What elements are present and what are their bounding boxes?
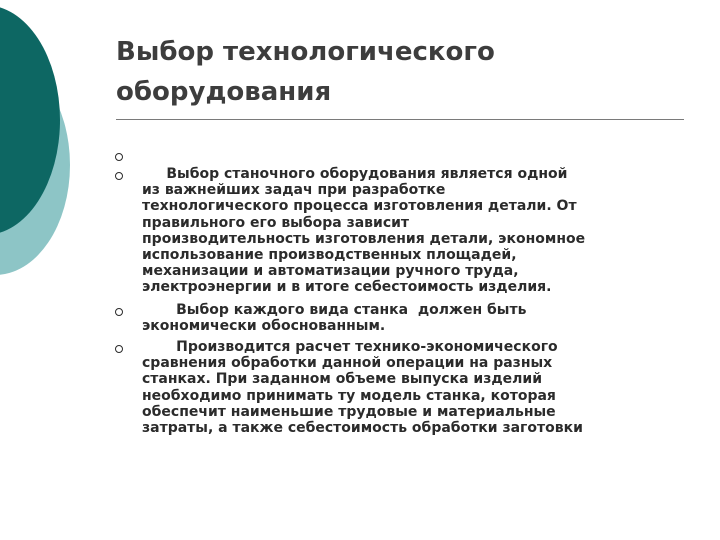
bullet-2-line-7: механизации и автоматизации ручного труда, xyxy=(142,263,519,280)
slide-title-line-1: Выбор технологического xyxy=(116,37,495,67)
bullet-2-line-8: электроэнергии и в итоге себестоимость изделия. xyxy=(142,279,552,296)
bullet-4-line-4: необходимо принимать ту модель станка, которая xyxy=(142,387,556,404)
bullet-2-line-5: производительность изготовления детали, экономное xyxy=(142,230,586,247)
bullet-2-line-4: правильного его выбора зависит xyxy=(142,214,410,231)
bullet-2-line-6: использование производственных площадей, xyxy=(142,247,517,263)
bullet-marker-icon xyxy=(115,172,123,180)
bullet-2-line-1: Выбор станочного оборудования является одной xyxy=(142,166,568,182)
bullet-4-line-6: затраты, а также себестоимость обработки заготовки xyxy=(142,420,583,436)
bullet-4-line-1: Производится расчет технико-экономического xyxy=(142,339,558,355)
bullet-2-line-2: из важнейших задач при разработке xyxy=(142,182,446,199)
bullet-2-line-3: технологического процесса изготовления детали. От xyxy=(142,198,577,215)
bullet-4-line-3: станках. При заданном объеме выпуска изделий xyxy=(142,371,543,388)
bullet-marker-icon xyxy=(115,308,123,316)
bullet-4-line-2: сравнения обработки данной операции на разных xyxy=(142,355,553,372)
bullet-3-line-2: экономически обоснованным. xyxy=(142,318,386,335)
bullet-4-line-5: обеспечит наименьшие трудовые и материальные xyxy=(142,403,556,420)
bullet-3-line-1: Выбор каждого вида станка должен быть xyxy=(142,302,527,318)
bullet-marker-icon xyxy=(115,153,123,161)
bullet-marker-icon xyxy=(115,345,123,353)
slide-title-line-2: оборудования xyxy=(116,77,332,107)
